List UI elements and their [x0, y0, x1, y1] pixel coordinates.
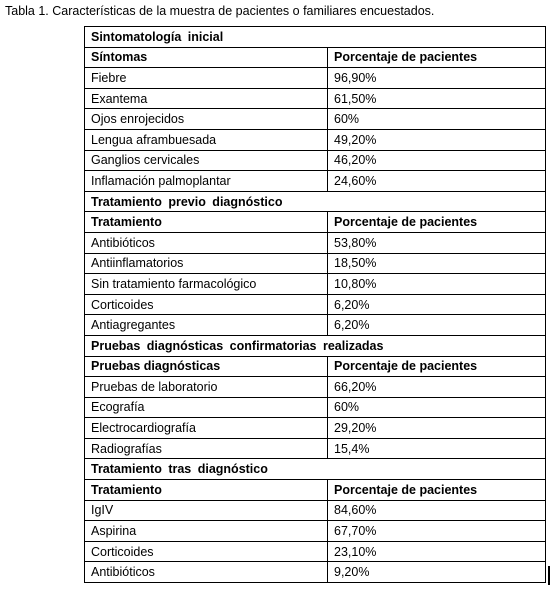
table-row [85, 150, 546, 171]
section-title: Tratamiento previo diagnóstico [85, 191, 546, 212]
section-title-row [85, 27, 546, 48]
row-percentage-cell: 53,80% [328, 232, 546, 253]
patient-sample-table [84, 26, 546, 583]
row-percentage-cell: 29,20% [328, 418, 546, 439]
section-title-row [85, 335, 546, 356]
table-row [85, 88, 546, 109]
table-row [85, 562, 546, 583]
table-row [85, 541, 546, 562]
text-cursor [548, 566, 550, 585]
row-percentage-cell: 9,20% [328, 562, 546, 583]
column-header-row [85, 212, 546, 233]
row-percentage-cell: 15,4% [328, 438, 546, 459]
row-percentage-cell: 49,20% [328, 129, 546, 150]
row-label-cell: Ojos enrojecidos [85, 109, 328, 130]
row-label-cell: Antibióticos [85, 562, 328, 583]
column-header-item: Tratamiento [85, 480, 328, 501]
table-row [85, 377, 546, 398]
row-percentage-cell: 18,50% [328, 253, 546, 274]
table-row [85, 232, 546, 253]
column-header-percentage: Porcentaje de pacientes [328, 212, 546, 233]
row-label-cell: Radiografías [85, 438, 328, 459]
table-body [85, 27, 546, 583]
section-title: Sintomatología inicial [85, 27, 546, 48]
table-row [85, 438, 546, 459]
column-header-percentage: Porcentaje de pacientes [328, 47, 546, 68]
row-label-cell: Ecografía [85, 397, 328, 418]
table-row [85, 171, 546, 192]
row-percentage-cell: 10,80% [328, 274, 546, 295]
section-title: Pruebas diagnósticas confirmatorias realizadas [85, 335, 546, 356]
column-header-item: Pruebas diagnósticas [85, 356, 328, 377]
row-percentage-cell: 84,60% [328, 500, 546, 521]
column-header-row [85, 356, 546, 377]
row-label-cell: Corticoides [85, 294, 328, 315]
section-title-row [85, 191, 546, 212]
row-percentage-cell: 6,20% [328, 315, 546, 336]
table-row [85, 68, 546, 89]
row-label-cell: Ganglios cervicales [85, 150, 328, 171]
table-row [85, 253, 546, 274]
table-row [85, 500, 546, 521]
row-percentage-cell: 60% [328, 109, 546, 130]
section-title: Tratamiento tras diagnóstico [85, 459, 546, 480]
column-header-item: Síntomas [85, 47, 328, 68]
column-header-item: Tratamiento [85, 212, 328, 233]
row-label-cell: Corticoides [85, 541, 328, 562]
row-percentage-cell: 24,60% [328, 171, 546, 192]
table-row [85, 521, 546, 542]
table-row [85, 418, 546, 439]
table-row [85, 274, 546, 295]
column-header-row [85, 480, 546, 501]
row-label-cell: Antiagregantes [85, 315, 328, 336]
row-percentage-cell: 67,70% [328, 521, 546, 542]
table-caption: Tabla 1. Características de la muestra de pacientes o familiares encuestados. [5, 4, 435, 18]
table-row [85, 129, 546, 150]
row-label-cell: Antibióticos [85, 232, 328, 253]
row-label-cell: Inflamación palmoplantar [85, 171, 328, 192]
row-percentage-cell: 23,10% [328, 541, 546, 562]
table-row [85, 397, 546, 418]
row-label-cell: Pruebas de laboratorio [85, 377, 328, 398]
row-percentage-cell: 60% [328, 397, 546, 418]
table-row [85, 294, 546, 315]
row-label-cell: Fiebre [85, 68, 328, 89]
section-title-row [85, 459, 546, 480]
table-row [85, 109, 546, 130]
column-header-percentage: Porcentaje de pacientes [328, 480, 546, 501]
row-label-cell: Aspirina [85, 521, 328, 542]
row-label-cell: Electrocardiografía [85, 418, 328, 439]
table-row [85, 315, 546, 336]
row-percentage-cell: 61,50% [328, 88, 546, 109]
row-percentage-cell: 66,20% [328, 377, 546, 398]
column-header-percentage: Porcentaje de pacientes [328, 356, 546, 377]
row-percentage-cell: 96,90% [328, 68, 546, 89]
row-label-cell: IgIV [85, 500, 328, 521]
row-label-cell: Exantema [85, 88, 328, 109]
row-label-cell: Lengua aframbuesada [85, 129, 328, 150]
row-percentage-cell: 46,20% [328, 150, 546, 171]
row-label-cell: Antiinflamatorios [85, 253, 328, 274]
row-percentage-cell: 6,20% [328, 294, 546, 315]
column-header-row [85, 47, 546, 68]
row-label-cell: Sin tratamiento farmacológico [85, 274, 328, 295]
